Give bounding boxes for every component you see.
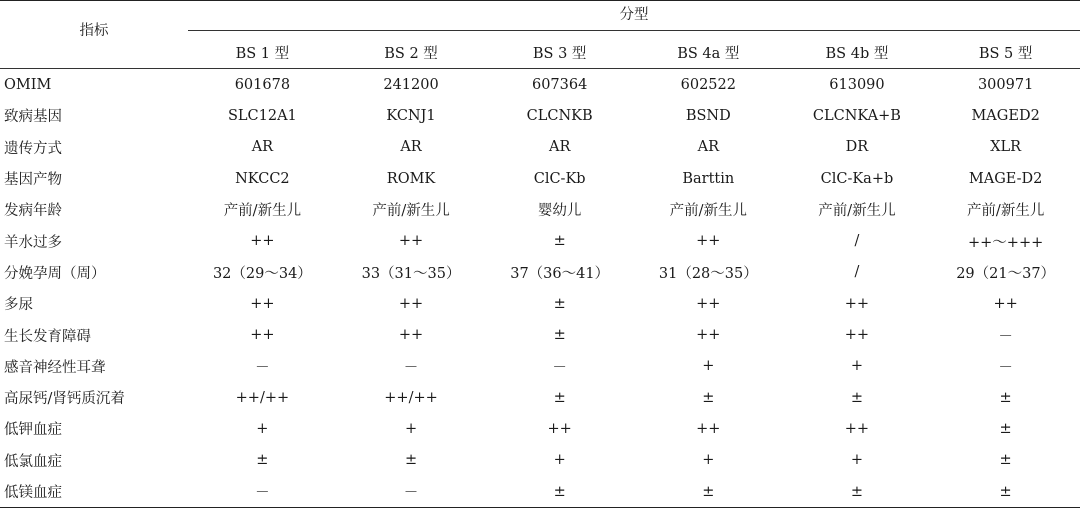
type-header: BS 3 型: [485, 37, 634, 69]
table-cell: 602522: [680, 76, 736, 93]
table-cell: 产前/新生儿: [669, 203, 747, 220]
row-label: 多尿: [4, 297, 33, 314]
table-cell: +: [850, 452, 864, 469]
table-cell: 产前/新生儿: [818, 203, 896, 220]
table-cell: CLCNKB: [526, 107, 593, 124]
table-cell: ++/++: [384, 389, 438, 406]
table-cell: ±: [256, 452, 269, 469]
row-label: 低镁血症: [0, 476, 188, 508]
table-cell: AR: [548, 139, 571, 156]
table-cell: 613090: [829, 76, 885, 93]
table-cell: 300971: [977, 76, 1034, 93]
table-cell: ±: [783, 476, 932, 508]
table-cell: +: [702, 358, 715, 375]
type-group-header: [188, 1, 1080, 38]
table-cell: KCNJ1: [386, 107, 436, 124]
table-cell: SLC12A1: [227, 107, 297, 124]
table-cell: ++: [250, 295, 275, 312]
table-cell: ++: [696, 295, 721, 312]
table-cell: ±: [850, 389, 864, 406]
row-label: 基因产物: [4, 172, 62, 189]
table-cell: 31（28～35）: [658, 265, 758, 282]
table-cell: ±: [485, 476, 634, 508]
table-cell: ±: [931, 476, 1080, 508]
type-header: BS 4a 型: [634, 37, 783, 69]
table-row: [0, 100, 1080, 131]
table-cell: ±: [634, 476, 783, 508]
table-cell: ++: [547, 420, 572, 437]
table-cell: DR: [845, 139, 869, 156]
table-cell: ++: [398, 233, 424, 250]
table-cell: ROMK: [386, 170, 436, 187]
table-row: [0, 476, 1080, 508]
table-row: [0, 382, 1080, 413]
table-cell: ++/++: [235, 389, 290, 406]
table-cell: ++～+++: [968, 234, 1044, 251]
table-row: [0, 413, 1080, 444]
table-cell: ±: [999, 389, 1012, 406]
table-cell: 29（21～37）: [956, 265, 1056, 282]
table-row: [0, 288, 1080, 319]
row-label: 分娩孕周（周）: [4, 265, 106, 282]
table-cell: +: [850, 358, 864, 375]
table-cell: +: [256, 420, 269, 437]
table-row: [0, 257, 1080, 288]
type-header: BS 5 型: [931, 37, 1080, 69]
table-cell: ++: [844, 295, 870, 312]
table-row: [0, 194, 1080, 225]
table-cell: ++: [696, 420, 721, 437]
table-cell: ClC-Kb: [533, 170, 586, 187]
table-cell: 33（31～35）: [361, 265, 461, 282]
table-cell: －: [337, 476, 486, 508]
table-cell: 产前/新生儿: [966, 203, 1045, 220]
row-label: 羊水过多: [4, 234, 62, 251]
table-cell: ±: [404, 452, 418, 469]
table-cell: AR: [251, 139, 274, 156]
table-cell: －: [188, 476, 337, 508]
table-cell: －: [552, 359, 567, 376]
row-label: 低氯血症: [4, 453, 62, 470]
row-label: OMIM: [4, 76, 52, 93]
row-label: 致病基因: [4, 109, 62, 126]
indicator-header: 指标: [0, 1, 188, 69]
table-cell: MAGE-D2: [968, 170, 1043, 187]
table-cell: 产前/新生儿: [372, 203, 450, 220]
table-cell: 601678: [234, 76, 291, 93]
table-row: [0, 69, 1080, 101]
table-cell: AR: [400, 139, 422, 156]
table-cell: XLR: [990, 139, 1022, 156]
table-row: [0, 319, 1080, 350]
table-cell: CLCNKA+B: [812, 107, 901, 124]
type-header: BS 4b 型: [783, 37, 932, 69]
row-label: 低钾血症: [4, 422, 62, 439]
table-cell: ClC-Ka+b: [820, 170, 894, 187]
type-header: BS 2 型: [337, 37, 486, 69]
row-label: 高尿钙/肾钙质沉着: [4, 391, 125, 408]
table-cell: ±: [999, 452, 1012, 469]
table-cell: NKCC2: [235, 170, 290, 187]
table-cell: ++: [844, 420, 870, 437]
table-row: [0, 132, 1080, 163]
table-cell: ±: [553, 295, 566, 312]
table-cell: ++: [398, 295, 424, 312]
table-cell: ++: [993, 295, 1018, 312]
table-cell: MAGED2: [971, 107, 1040, 124]
table-cell: /: [854, 264, 860, 281]
table-cell: 241200: [383, 76, 439, 93]
table-row: [0, 225, 1080, 256]
table-cell: －: [403, 359, 419, 376]
row-label: 生长发育障碍: [4, 328, 91, 345]
table-cell: ±: [702, 389, 715, 406]
table-cell: －: [998, 328, 1013, 345]
table-cell: Barttin: [682, 170, 735, 187]
table-cell: +: [553, 452, 566, 469]
table-cell: ++: [844, 327, 870, 344]
row-label: 感音神经性耳聋: [4, 359, 106, 376]
table-cell: ++: [696, 327, 721, 344]
table-cell: 产前/新生儿: [223, 203, 302, 220]
table-body: [0, 69, 1080, 508]
table-cell: 607364: [531, 76, 588, 93]
table-cell: +: [702, 452, 715, 469]
type-group-label: 分型: [188, 3, 1080, 31]
table-row: [0, 445, 1080, 476]
table-cell: +: [404, 420, 418, 437]
table-cell: AR: [697, 139, 719, 156]
table-cell: ±: [999, 420, 1012, 437]
type-header: BS 1 型: [188, 37, 337, 69]
table-cell: 37（36～41）: [510, 265, 610, 282]
table-cell: BSND: [685, 107, 731, 124]
table-cell: ++: [398, 327, 424, 344]
table-cell: －: [255, 359, 270, 376]
table-cell: 婴幼儿: [537, 203, 582, 220]
table-cell: /: [854, 233, 860, 250]
table-cell: ++: [250, 327, 275, 344]
table-cell: ±: [553, 233, 566, 250]
table-cell: 32（29～34）: [212, 265, 312, 282]
row-label: 遗传方式: [4, 140, 62, 157]
table-row: [0, 163, 1080, 194]
table-cell: ±: [553, 327, 566, 344]
table-cell: ++: [250, 233, 275, 250]
row-label: 发病年龄: [4, 203, 62, 220]
table-cell: －: [998, 359, 1013, 376]
table-row: [0, 351, 1080, 382]
table-cell: ++: [696, 233, 721, 250]
table-cell: ±: [553, 389, 566, 406]
